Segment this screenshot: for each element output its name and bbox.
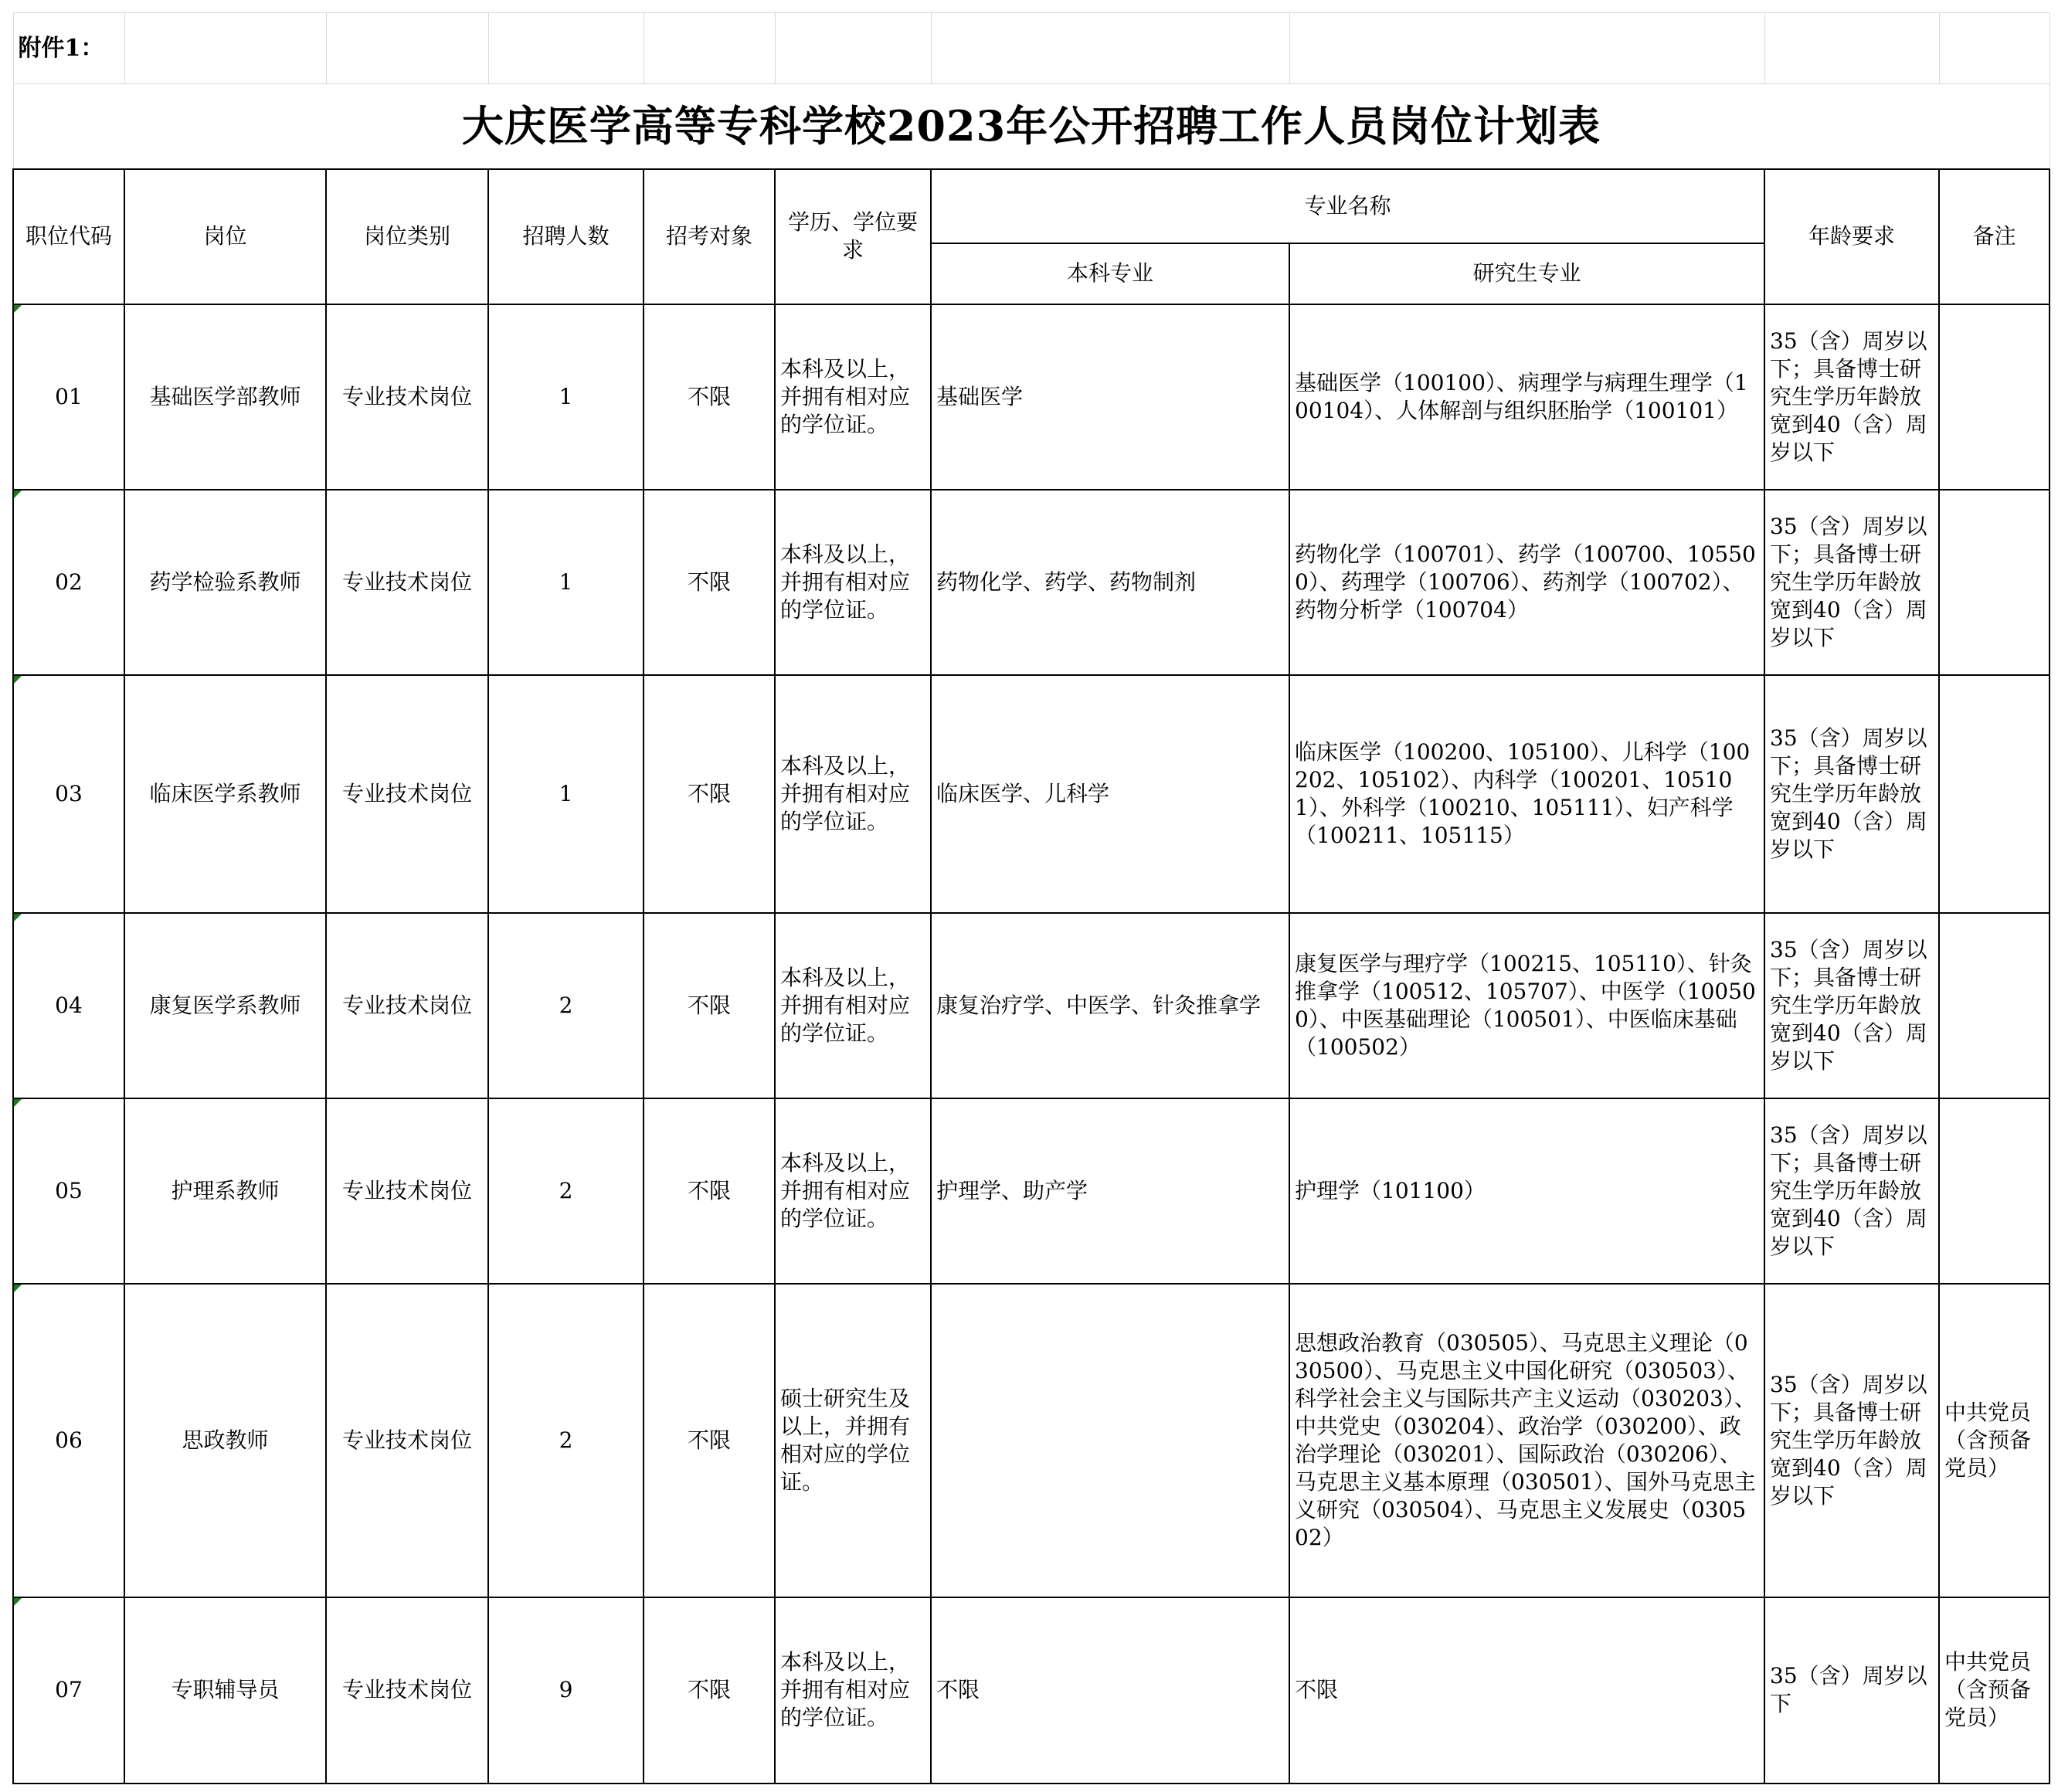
page-title: 大庆医学高等专科学校2023年公开招聘工作人员岗位计划表	[13, 84, 2050, 169]
cell-category: 专业技术岗位	[326, 1597, 488, 1784]
cell-target: 不限	[644, 1284, 775, 1597]
header-target: 招考对象	[644, 169, 775, 304]
cell-education: 本科及以上，并拥有相对应的学位证。	[775, 1098, 931, 1284]
table-body	[13, 169, 2050, 1784]
cell-undergrad: 药物化学、药学、药物制剂	[931, 490, 1289, 675]
cell-count: 1	[488, 490, 644, 675]
cell-post: 药学检验系教师	[124, 490, 326, 675]
cell-code: 05	[13, 1098, 124, 1284]
cell-category: 专业技术岗位	[326, 913, 488, 1098]
header-remark: 备注	[1939, 169, 2050, 304]
cell-undergrad: 护理学、助产学	[931, 1098, 1289, 1284]
table-row	[13, 490, 2050, 675]
cell-post: 基础医学部教师	[124, 304, 326, 490]
header-education: 学历、学位要求	[775, 169, 931, 304]
header-row-1	[13, 169, 2050, 243]
table-row	[13, 675, 2050, 913]
cell-grad: 思想政治教育（030505）、马克思主义理论（030500）、马克思主义中国化研究（030503）、科学社会主义与国际共产主义运动（030203）、中共党史（030204）、政治学（030200）、政治学理论（030201）、国际政治（030206）、马克思主义基本原理（030501）、国外马克思主义研究（030504）、马克思主义发展史（030502）	[1289, 1284, 1764, 1597]
cell-remark	[1939, 490, 2050, 675]
cell-undergrad: 临床医学、儿科学	[931, 675, 1289, 913]
cell-remark: 中共党员（含预备党员）	[1939, 1284, 2050, 1597]
attachment-label: 附件1：	[13, 13, 124, 84]
cell-post: 护理系教师	[124, 1098, 326, 1284]
cell-count: 9	[488, 1597, 644, 1784]
cell-count: 1	[488, 304, 644, 490]
cell-category: 专业技术岗位	[326, 1284, 488, 1597]
cell-target: 不限	[644, 675, 775, 913]
cell-remark	[1939, 1098, 2050, 1284]
header-age: 年龄要求	[1764, 169, 1939, 304]
cell-education: 本科及以上，并拥有相对应的学位证。	[775, 490, 931, 675]
cell-age: 35（含）周岁以下；具备博士研究生学历年龄放宽到40（含）周岁以下	[1764, 675, 1939, 913]
cell-age: 35（含）周岁以下	[1764, 1597, 1939, 1784]
cell-undergrad: 不限	[931, 1597, 1289, 1784]
cell-count: 2	[488, 1098, 644, 1284]
cell-code: 02	[13, 490, 124, 675]
cell-remark	[1939, 913, 2050, 1098]
table-row	[13, 1098, 2050, 1284]
header-undergrad: 本科专业	[931, 243, 1289, 304]
cell-code: 07	[13, 1597, 124, 1784]
table-row	[13, 304, 2050, 490]
cell-count: 2	[488, 1284, 644, 1597]
cell-age: 35（含）周岁以下；具备博士研究生学历年龄放宽到40（含）周岁以下	[1764, 490, 1939, 675]
cell-code: 03	[13, 675, 124, 913]
cell-count: 2	[488, 913, 644, 1098]
cell-education: 本科及以上，并拥有相对应的学位证。	[775, 675, 931, 913]
cell-category: 专业技术岗位	[326, 675, 488, 913]
cell-grad: 药物化学（100701）、药学（100700、105500）、药理学（100706）、药剂学（100702）、药物分析学（100704）	[1289, 490, 1764, 675]
cell-post: 思政教师	[124, 1284, 326, 1597]
cell-target: 不限	[644, 913, 775, 1098]
cell-post: 临床医学系教师	[124, 675, 326, 913]
cell-post: 康复医学系教师	[124, 913, 326, 1098]
attachment-row	[13, 13, 2050, 84]
cell-grad: 康复医学与理疗学（100215、105110）、针灸推拿学（100512、105707）、中医学（100500）、中医基础理论（100501）、中医临床基础（100502）	[1289, 913, 1764, 1098]
cell-category: 专业技术岗位	[326, 1098, 488, 1284]
cell-remark	[1939, 304, 2050, 490]
header-code: 职位代码	[13, 169, 124, 304]
cell-target: 不限	[644, 1098, 775, 1284]
header-category: 岗位类别	[326, 169, 488, 304]
cell-age: 35（含）周岁以下；具备博士研究生学历年龄放宽到40（含）周岁以下	[1764, 1098, 1939, 1284]
table-row	[13, 913, 2050, 1098]
cell-undergrad: 基础医学	[931, 304, 1289, 490]
cell-grad: 临床医学（100200、105100）、儿科学（100202、105102）、内科学（100201、105101）、外科学（100210、105111）、妇产科学（100211、105115）	[1289, 675, 1764, 913]
cell-category: 专业技术岗位	[326, 304, 488, 490]
cell-grad: 基础医学（100100）、病理学与病理生理学（100104）、人体解剖与组织胚胎学（100101）	[1289, 304, 1764, 490]
recruitment-table	[12, 12, 2050, 1784]
cell-education: 硕士研究生及以上，并拥有相对应的学位证。	[775, 1284, 931, 1597]
cell-count: 1	[488, 675, 644, 913]
header-grad: 研究生专业	[1289, 243, 1764, 304]
cell-education: 本科及以上，并拥有相对应的学位证。	[775, 913, 931, 1098]
title-row	[13, 84, 2050, 169]
cell-code: 04	[13, 913, 124, 1098]
header-count: 招聘人数	[488, 169, 644, 304]
table-row	[13, 1284, 2050, 1597]
cell-education: 本科及以上，并拥有相对应的学位证。	[775, 304, 931, 490]
cell-target: 不限	[644, 304, 775, 490]
cell-grad: 不限	[1289, 1597, 1764, 1784]
cell-remark	[1939, 675, 2050, 913]
cell-education: 本科及以上，并拥有相对应的学位证。	[775, 1597, 931, 1784]
cell-category: 专业技术岗位	[326, 490, 488, 675]
table-row	[13, 1597, 2050, 1784]
spreadsheet	[12, 12, 2050, 1784]
cell-post: 专职辅导员	[124, 1597, 326, 1784]
header-post: 岗位	[124, 169, 326, 304]
header-major: 专业名称	[931, 169, 1764, 243]
cell-undergrad: 康复治疗学、中医学、针灸推拿学	[931, 913, 1289, 1098]
cell-age: 35（含）周岁以下；具备博士研究生学历年龄放宽到40（含）周岁以下	[1764, 304, 1939, 490]
cell-age: 35（含）周岁以下；具备博士研究生学历年龄放宽到40（含）周岁以下	[1764, 913, 1939, 1098]
cell-undergrad	[931, 1284, 1289, 1597]
cell-age: 35（含）周岁以下；具备博士研究生学历年龄放宽到40（含）周岁以下	[1764, 1284, 1939, 1597]
cell-code: 06	[13, 1284, 124, 1597]
cell-target: 不限	[644, 1597, 775, 1784]
cell-remark: 中共党员（含预备党员）	[1939, 1597, 2050, 1784]
cell-code: 01	[13, 304, 124, 490]
cell-grad: 护理学（101100）	[1289, 1098, 1764, 1284]
cell-target: 不限	[644, 490, 775, 675]
